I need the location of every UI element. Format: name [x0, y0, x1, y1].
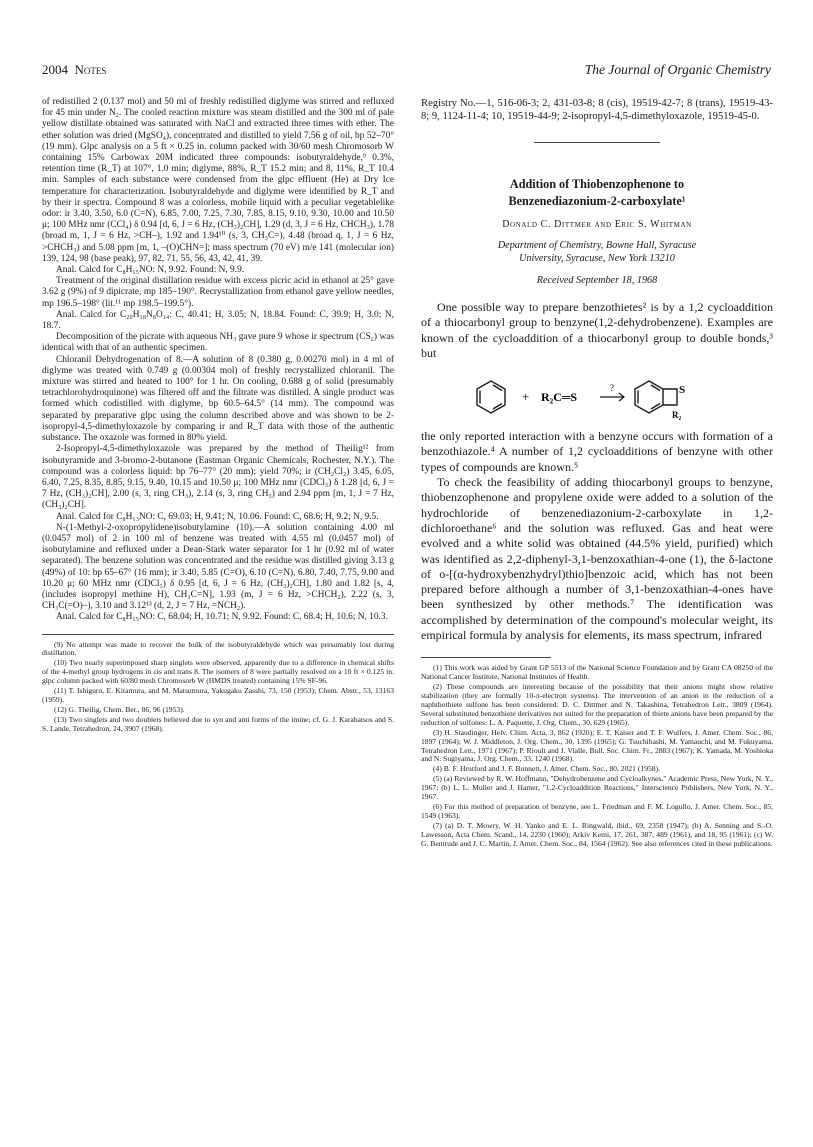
body-paragraph: To check the feasibility of adding thiocarbonyl groups to benzyne, thiobenzophenone and propylene oxide were added to a solution of the hydrochloride of benzenediazonium-2-carboxylate in 1,2-dichloroethane⁶ and the solution was refluxed. Gas and heat were evolved and a white solid was obtained (44.5% yield, purified) which was identified as 2,2-diphenyl-3,1-benzoxathian-4-one (1), the δ-lactone of o-[(α-hydroxybenzhydryl)thio]benzoic acid, which has not been prepared before although a number of 3,1-benzoxathian-4-ones have been synthesized by other methods.⁷ The identification was accomplished by determination of the compound's molecular weight, its empirical formula by analysis for elements, its mass spectrum, infrared: [421, 475, 773, 643]
section-divider: [534, 142, 660, 143]
experimental-paragraph: Treatment of the original distillation residue with excess picric acid in ethanol at 25° gave 3.62 g (9%) of 9 dipicrate, mp 185–190°. Recrystallization from ethanol gave yellow needles, mp 196.5–198° (lit.¹¹ mp 198.5–199.5°).: [42, 276, 394, 309]
article-title: [421, 176, 773, 210]
footnote: (10) Two nearly superimposed sharp singlets were observed, apparently due to a difference in chemical shifts of the 4-methyl group hydrogens in cis and trans 8. The isomers of 8 were partially resolved on a 10 ft × 0.125 in. glpc column packed with 60/80 mesh Chromosorb W (HMDS treated) containing 15% SF-96.: [42, 658, 394, 686]
reaction-arrow: [600, 393, 624, 401]
article-title-line: Benzenediazonium-2-carboxylate¹: [508, 194, 686, 208]
experimental-paragraph: N-(1-Methyl-2-oxopropylidene)isobutylamine (10).—A solution containing 4.00 ml (0.0457 mol) of 2 in 100 ml of benzene was treated with 4.55 ml (0.0457 mol) of isobutylamine and refluxed under a Dean-Stark water separator for 1 hr (0.92 ml of water separated). The benzene solution was concentrated and the residue was distilled giving 3.13 g (49%) of 10: bp 65–67° (16 mm); ir 3.40, 5.85 (C=O), 6.10 (C=N), 6.80, 7.40, 7.75, 9.00 and 10.20 μ; 60 MHz nmr (CDCl₃) δ 0.95 [d, 6, J = 6 Hz, (CH₃)₂CH], 1.80 and 1.82 [s, 4, (includes isopropyl methine H), CH₃C=N], 1.93 (m, J = 6 Hz, >CHCH₂), 2.22 (s, 3, CH₃C(=O)–), 3.10 and 3.12¹³ (d, 2, J = 7 Hz, =NCH₂).: [42, 522, 394, 612]
article-title-line: Addition of Thiobenzophenone to: [509, 177, 685, 191]
experimental-paragraph: 2-Isopropyl-4,5-dimethyloxazole was prepared by the method of Theilig¹² from isobutyramide and 3-bromo-2-butanone (Eastman Organic Chemicals, Rochester, N.Y.). The compound was a colorless liquid: bp 76–77° (20 mm); yield 70%; ir (CH₂Cl₂) 3.45, 6.05, 6.40, 7.25, 8.35, 8.85, 9.15, 9.40, 10.15 and 10.50 μ; 100 MHz nmr (CDCl₃) δ 1.28 [d, 6, J = 7 Hz, (CH₃)₂CH], 2.00 (s, 3, ring CH₃), 2.14 (s, 3, ring CH₃) and 2.94 ppm [m, 1, J = 7 Hz, (CH₃)₂CH].: [42, 444, 394, 511]
footnote: (1) This work was aided by Grant GP 5513 of the National Science Foundation and by Grant CA 08250 of the National Cancer Institute, National Institutes of Health.: [421, 663, 773, 682]
right-column: [421, 97, 773, 849]
footnote: (3) H. Staudinger, Helv. Chim. Acta, 3, 862 (1920); E. T. Kaiser and T. F. Wulfers, J. Amer. Chem. Soc., 86, 1897 (1964); W. J. Middleton, J. Org. Chem., 30, 1395 (1965); G. Tsuchihashi, M. Yamauchi, and M. Fukuyama, Tetrahedron Lett., 1971 (1967); P. Rioult and J. Vialle, Bull. Soc. Chim. Fr., 2883 (1967); K. Yamada, M. Yoshioka and N. Sugiyama, J. Org. Chem., 33, 1240 (1968).: [421, 727, 773, 764]
footnote-divider: [42, 634, 394, 635]
affiliation-line: University, Syracuse, New York 13210: [519, 252, 675, 264]
experimental-paragraph: Decomposition of the picrate with aqueous NH₃ gave pure 9 whose ir spectrum (CS₂) was identical with that of an authentic specimen.: [42, 332, 394, 354]
registry-numbers: Registry No.—1, 516-06-3; 2, 431-03-8; 8 (cis), 19519-42-7; 8 (trans), 19519-43-8; 9, 1124-11-4; 10, 19519-44-9; 2-isopropyl-4,5-dimethyloxazole, 19519-45-0.: [421, 98, 773, 122]
plus-sign: +: [522, 389, 530, 405]
reaction-scheme-graphic: [421, 371, 773, 421]
body-paragraph: the only reported interaction with a benzyne occurs with formation of a benzothiazole.⁴ A number of 1,2 cycloadditions of benzyne with other types of compounds are known.⁵: [421, 429, 773, 474]
arrow-label: ?: [610, 383, 614, 394]
experimental-paragraph: of redistilled 2 (0.137 mol) and 50 ml of freshly redistilled diglyme was stirred and refluxed for 45 min under N₂. The cooled reaction mixture was steam distilled and the 300 ml of pale yellow distillate obtained was saturated with NaCl and extracted three times with ether. The ether solution was dried (MgSO₄), concentrated and distilled to yield 7.56 g of oil, bp 52–70° (19 mm). Glpc analysis on a 5 ft × 0.25 in. column packed with 30/60 mesh Chromosorb W containing 15% Carbowax 20M indicated three compounds: isobutyraldehyde,⁹ 0.3%, retention time (R_T) at 107°, 1.0 min; diglyme, 88%, R_T 15.2 min; and 8, 11%, R_T 10.4 min. Samples of each substance were condensed from the glpc effluent (He) at Dry Ice temperature for characterization. Isobutyraldehyde and diglyme were identified by R_T and by their ir spectra. Compound 8 was a colorless, mobile liquid with a peculiar vegetablelike odor: ir 3.40, 3.50, 6.0 (C=N), 6.85, 7.00, 7.25, 7.30, 7.85, 8.15, 9.10, 9.30, 10.00 and 10.50 μ; 100 MHz nmr (CCl₄) δ 0.94 [d, 6, J = 6 Hz, (CH₃)₂CH], 1.29 (d, 3, J = 6 Hz, CHCH₃), 1.78 (broad m, 1, J = 6 Hz, >CH–), 1.92 and 1.94¹⁰ (s, 3, CH₃C=), 4.48 (broad q, 1, J = 6 Hz, >CHCH₃) and 5.08 ppm [m, 1, –(O)CHN=]; mass spectrum (70 eV) m/e 141 (molecular ion) 139, 124, 98 (base peak), 97, 82, 71, 55, 56, 43, 42, 41, 39.: [42, 97, 394, 264]
experimental-paragraph: Chloranil Dehydrogenation of 8.—A solution of 8 (0.380 g, 0.00270 mol) in 4 ml of diglyme was treated with 0.749 g (0.00304 mol) of freshly recrystallized chloranil. The mixture was stirred and heated to 100° for 1 hr. On cooling, 0.688 g of solid (presumably tetrachlorohydroquinone) was filtered off and the filtrate was distilled. A single product was formed which codistilled with diglyme, bp 60.5–64.5° (14 mm). The compound was separated by preparative glpc using the column described above and was shown to be 2-isopropyl-4,5-dimethyloxazole by comparing ir and R_T data with those of the authentic substance. The oxazole was formed in 80% yield.: [42, 354, 394, 444]
footnote: (2) These compounds are interesting because of the possibility that their anions might show relative stabilization (they are formally 10-π-electron systems). The intervention of an anion in the reduction of a naphthothiete sulfone has been considered: D. C. Dittmer and N. Takashina, Tetrahedron Lett., 3809 (1964). Several substituted benzothiete derivatives not suited for the preparation of thiete anions have been prepared by the reduction of sulfones: L. A. Paquette, J. Org. Chem., 30, 629 (1965).: [421, 682, 773, 727]
left-column: [42, 97, 394, 735]
intro-paragraph: One possible way to prepare benzothietes² is by a 1,2 cycloaddition of a thiocarbonyl group to benzyne(1,2-dehydrobenzene). Examples are known of the cycloaddition of a thiocarbonyl group to double bonds,³ but: [421, 300, 773, 360]
page-header: [42, 62, 771, 82]
product-sulfur: S: [679, 384, 686, 397]
affiliation: [421, 240, 773, 265]
product-substituent: R₂: [672, 410, 682, 421]
page-header-left: [42, 62, 106, 78]
benzyne-structure: [477, 381, 505, 413]
benzothiete-structure: [635, 381, 677, 413]
footnote: (7) (a) D. T. Mowry, W. H. Yanko and E. L. Ringwald, ibid., 69, 2358 (1947); (b) A. Senning and S.-O. Lawesson, Acta Chem. Scand., 14, 2230 (1960); Arkiv Kemi, 17, 261, 387, 489 (1961), and 18, 95 (1961); (c) W. G. Bentrude and J. C. Martin, J. Amer. Chem. Soc., 84, 1564 (1962). See also references cited in these publications.: [421, 820, 773, 848]
journal-title: The Journal of Organic Chemistry: [584, 62, 771, 77]
analysis-line: Anal. Calcd for C₈H₁₅NO: N, 9.92. Found: N, 9.9.: [56, 265, 245, 276]
received-date: Received September 18, 1968: [536, 275, 658, 286]
footnote: (13) Two singlets and two doublets believed due to syn and anti forms of the imine; cf. G. J. Karabatsos and S. S. Lande, Tetrahedron, 24, 3907 (1968).: [42, 714, 394, 733]
footnote: (5) (a) Reviewed by R. W. Hoffmann, "Dehydrobenzene and Cycloalkynes," Academic Press, New York, N. Y., 1967; (b) L. L. Muller and J. Hamer, "1,2-Cycloaddition Reactions," Interscience Publishers, New York, N. Y., 1967.: [421, 774, 773, 802]
footnote-divider: [421, 657, 551, 658]
footnote: (9) No attempt was made to recover the bulk of the isobutyraldehyde which was presumably lost during distillation.: [42, 639, 394, 658]
analysis-line: Anal. Calcd for C₈H₁₃NO: C, 69.03; H, 9.41; N, 10.06. Found: C, 68.6; H, 9.2; N, 9.5.: [56, 511, 379, 522]
footnote: (4) B. F. Hrutford and J. F. Bunnett, J. Amer. Chem. Soc., 80, 2021 (1958).: [433, 764, 661, 774]
analysis-line: Anal. Calcd for C₈H₁₅NO: C, 68.04; H, 10.71; N, 9.92. Found: C, 68.4; H, 10.6; N, 10.3.: [56, 612, 388, 623]
thioketone-reagent: R₂C═S: [541, 390, 578, 405]
section-name: Notes: [74, 62, 107, 77]
footnote: (11) T. Ishiguro, E. Kitamura, and M. Matsumura, Yakugaku Zasshi, 73, 150 (1953); Chem. Abstr., 53, 13163 (1959).: [42, 686, 394, 704]
page-number: 2004: [42, 62, 68, 77]
reaction-scheme: [421, 371, 773, 421]
footnote: (12) G. Theilig, Chem. Ber., 86, 96 (1953).: [54, 704, 185, 714]
footnote: (6) For this method of preparation of benzyne, see L. Friedman and F. M. Logullo, J. Amer. Chem. Soc., 85, 1549 (1963).: [421, 801, 773, 820]
affiliation-line: Department of Chemistry, Bowne Hall, Syracuse: [497, 240, 697, 251]
analysis-line: Anal. Calcd for C₂₀H₁₈N₈O₁₄: C, 40.41; H, 3.05; N, 18.84. Found: C, 39.9; H, 3.0; N, 18.7.: [42, 309, 394, 332]
authors: Donald C. Dittmer and Eric S. Whitman: [502, 219, 692, 230]
